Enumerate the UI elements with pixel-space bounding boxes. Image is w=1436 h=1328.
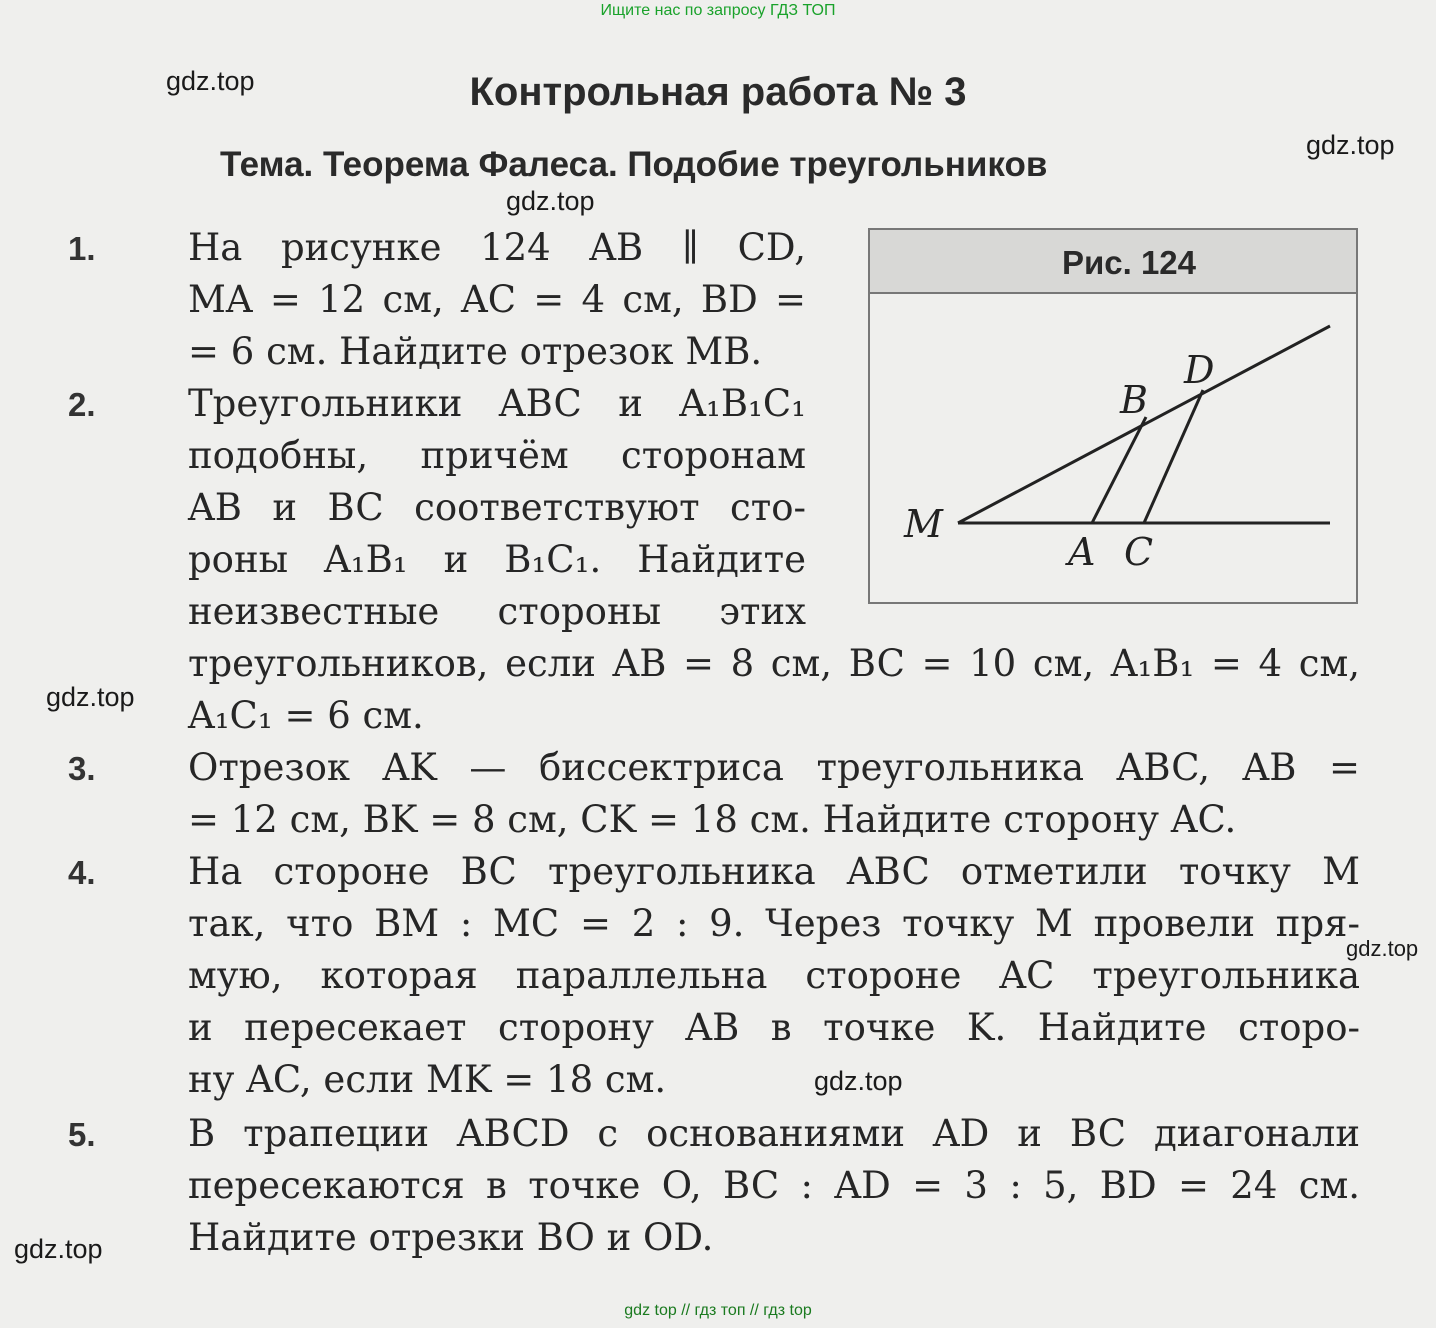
watermark: gdz.top	[46, 682, 135, 712]
task-number: 5.	[68, 1116, 96, 1153]
label-m: M	[904, 502, 943, 546]
watermark: gdz.top	[14, 1234, 103, 1264]
watermark: gdz.top	[1306, 130, 1395, 160]
task-2-line: роны A₁B₁ и B₁C₁. Найдите	[188, 538, 806, 581]
line-mb	[958, 326, 1330, 523]
task-3-line: Отрезок AK — биссектриса треугольника ABC, AB =	[188, 746, 1360, 789]
page-subtitle: Тема. Теорема Фалеса. Подобие треугольников	[220, 145, 1048, 184]
label-a: A	[1068, 530, 1096, 574]
task-3-line: = 12 см, BK = 8 см, CK = 18 см. Найдите сторону AC.	[188, 798, 1237, 841]
task-5-line: пересекаются в точке O, BC : AD = 3 : 5, BD = 24 см.	[188, 1164, 1360, 1207]
task-4-line: мую, которая параллельна стороне AC треугольника	[188, 954, 1360, 997]
figure-caption: Рис. 124	[1061, 244, 1196, 281]
watermark: gdz.top	[506, 186, 595, 216]
watermark: gdz.top	[1346, 936, 1419, 961]
task-5-line: Найдите отрезки BO и OD.	[188, 1216, 714, 1259]
task-2-line: A₁C₁ = 6 см.	[188, 694, 424, 737]
task-5-line: В трапеции ABCD с основаниями AD и BC диагонали	[188, 1112, 1360, 1155]
task-number: 1.	[68, 230, 96, 267]
label-c: C	[1124, 530, 1154, 574]
top-banner[interactable]: Ищите нас по запросу ГДЗ ТОП	[600, 2, 836, 19]
task-1-line: На рисунке 124 AB ∥ CD,	[188, 226, 806, 269]
task-4-line: так, что BM : MC = 2 : 9. Через точку M провели пря-	[188, 902, 1360, 945]
figure-diagram	[870, 230, 1356, 602]
task-number: 3.	[68, 750, 96, 787]
watermark: gdz.top	[166, 66, 255, 96]
task-2-line: подобны, причём сторонам	[188, 434, 806, 477]
task-2-line: треугольников, если AB = 8 см, BC = 10 см, A₁B₁ = 4 см,	[188, 642, 1360, 685]
task-number: 2.	[68, 386, 96, 423]
task-4-line: ну AC, если MK = 18 см.	[188, 1058, 667, 1101]
bottom-banner[interactable]: gdz top // гдз топ // гдз top	[624, 1302, 812, 1319]
task-4-line: На стороне BC треугольника ABC отметили точку M	[188, 850, 1360, 893]
task-2-line: Треугольники ABC и A₁B₁C₁	[188, 382, 806, 425]
label-b: B	[1120, 378, 1148, 422]
task-2-line: AB и BC соответствуют сто-	[188, 486, 806, 529]
task-1-line: = 6 см. Найдите отрезок MB.	[188, 330, 763, 373]
task-number: 4.	[68, 854, 96, 891]
figure-124	[868, 228, 1358, 604]
segment-ab	[1092, 417, 1146, 523]
page-title: Контрольная работа № 3	[469, 70, 967, 114]
watermark: gdz.top	[814, 1066, 903, 1096]
task-2-line: неизвестные стороны этих	[188, 590, 806, 633]
task-4-line: и пересекает сторону AB в точке K. Найдите сторо-	[188, 1006, 1360, 1049]
label-d: D	[1184, 348, 1215, 392]
task-1-line: MA = 12 см, AC = 4 см, BD =	[188, 278, 806, 321]
